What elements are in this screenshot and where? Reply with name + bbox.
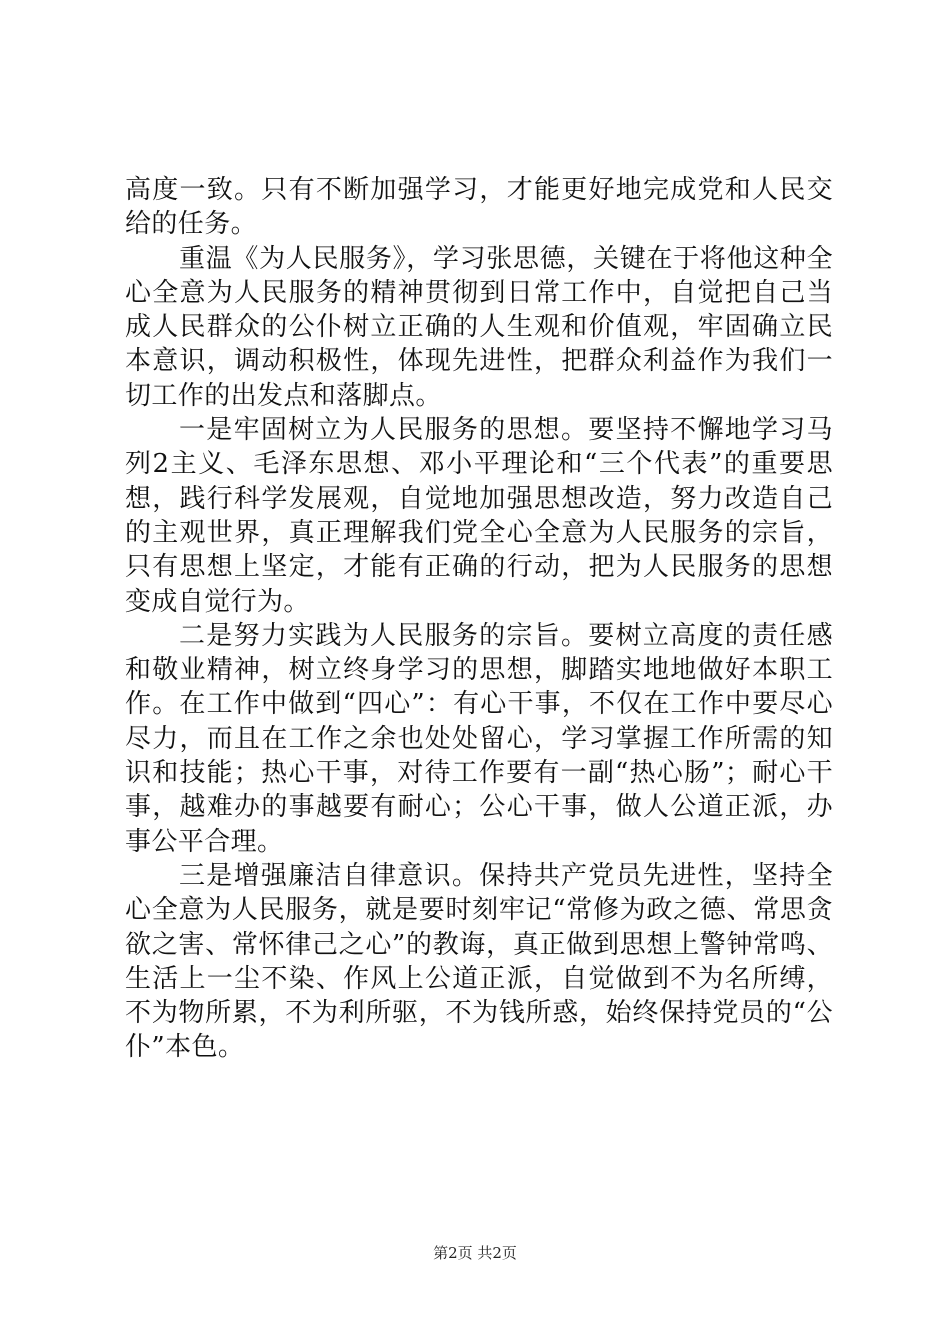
paragraph-point-one: 一是牢固树立为人民服务的思想。要坚持不懈地学习马列2主义、毛泽东思想、邓小平理论和“三个代表”的重要思想，践行科学发展观，自觉地加强思想改造，努力改造自己的主观世界，真正理解我们党全心全意为人民服务的宗旨，只有思想上坚定，才能有正确的行动，把为人民服务的思想变成自觉行为。 bbox=[125, 415, 833, 617]
document-body bbox=[125, 173, 833, 1065]
paragraph-continuation: 高度一致。只有不断加强学习，才能更好地完成党和人民交给的任务。 bbox=[125, 175, 833, 240]
page-number: 第2页 共2页 bbox=[433, 1244, 517, 1262]
page-footer bbox=[0, 1243, 950, 1263]
paragraph-point-three: 三是增强廉洁自律意识。保持共产党员先进性，坚持全心全意为人民服务，就是要时刻牢记“常修为政之德、常思贪欲之害、常怀律己之心”的教诲，真正做到思想上警钟常鸣、生活上一尘不染、作风上公道正派，自觉做到不为名所缚，不为物所累，不为利所驱，不为钱所惑，始终保持党员的“公仆”本色。 bbox=[125, 860, 833, 1063]
paragraph-revisit-serve-the-people: 重温《为人民服务》，学习张思德，关键在于将他这种全心全意为人民服务的精神贯彻到日常工作中，自觉把自己当成人民群众的公仆树立正确的人生观和价值观，牢固确立民本意识，调动积极性，体现先进性，把群众利益作为我们一切工作的出发点和落脚点。 bbox=[125, 243, 833, 411]
paragraph-point-two: 二是努力实践为人民服务的宗旨。要树立高度的责任感和敬业精神，树立终身学习的思想，脚踏实地地做好本职工作。在工作中做到“四心”：有心干事，不仅在工作中要尽心尽力，而且在工作之余也处处留心，学习掌握工作所需的知识和技能；热心干事，对待工作要有一副“热心肠”；耐心干事，越难办的事越要有耐心；公心干事，做人公道正派，办事公平合理。 bbox=[125, 620, 833, 857]
